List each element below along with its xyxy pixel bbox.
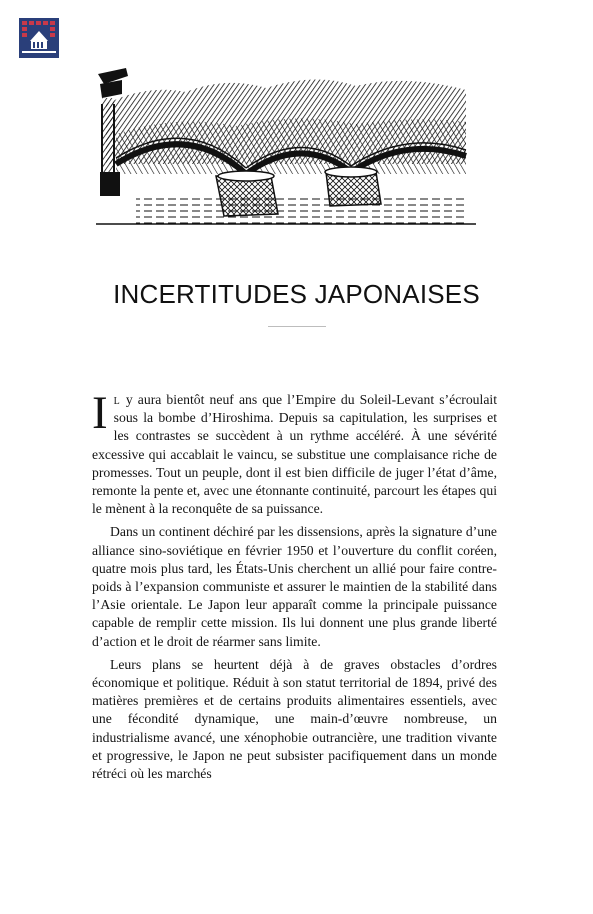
paragraph: Dans un continent déchiré par les dissensions, après la signature d’une alliance sino-soviétique en février 1950 et l’ouverture du conflit coréen, quatre mois plus tard, les États-Unis cherchent un allié pour faire contre-poids à l’expansion communiste et assurer le maintien de la stabilité dans l’Asie orientale. Le Japon leur apparaît comme la principale puissance capable de remplir cette mission. Ils lui donnent une plus grande liberté d’action et le droit de réarmer sans limite.: [92, 524, 497, 649]
bridge-engraving-icon: [96, 64, 476, 232]
paragraph: Leurs plans se heurtent déjà à de graves obstacles d’ordres économique et politique. Réduit à son statut territorial de 1894, privé des matières premières et de certains produits alimentaires essentiels, avec une fécondité dynamique, une main-d’œuvre nombreuse, un industrialisme avancé, une xénophobie outrancière, une tradition vivante et progressive, le Japon ne peut subsister pacifiquement dans un monde rétréci où les marchés: [92, 656, 497, 782]
drop-cap: I: [92, 387, 108, 439]
paragraph-text: y aura bientôt neuf ans que l’Empire du Soleil-Levant s’écroulait sous la bombe d’Hiroshima. Depuis sa capitulation, les surprises et les contrastes se succèdent à un rythme accéléré. À une sévérité excessive qui accablait le vaincu, se substitue une complaisance riche de promesses. Tout un peuple, dont il est bien difficile de juger l’état d’âme, remonte la pente et, avec une étonnante continuité, parcourt les étapes qui le mènent à la reconquête de sa puissance.: [92, 392, 497, 517]
article-body: [92, 387, 497, 788]
first-word-rest: l: [113, 392, 121, 407]
page-title: INCERTITUDES JAPONAISES: [113, 279, 480, 309]
publisher-logo-icon: [19, 18, 59, 58]
paragraph: [92, 387, 497, 518]
title-divider: [268, 326, 326, 327]
